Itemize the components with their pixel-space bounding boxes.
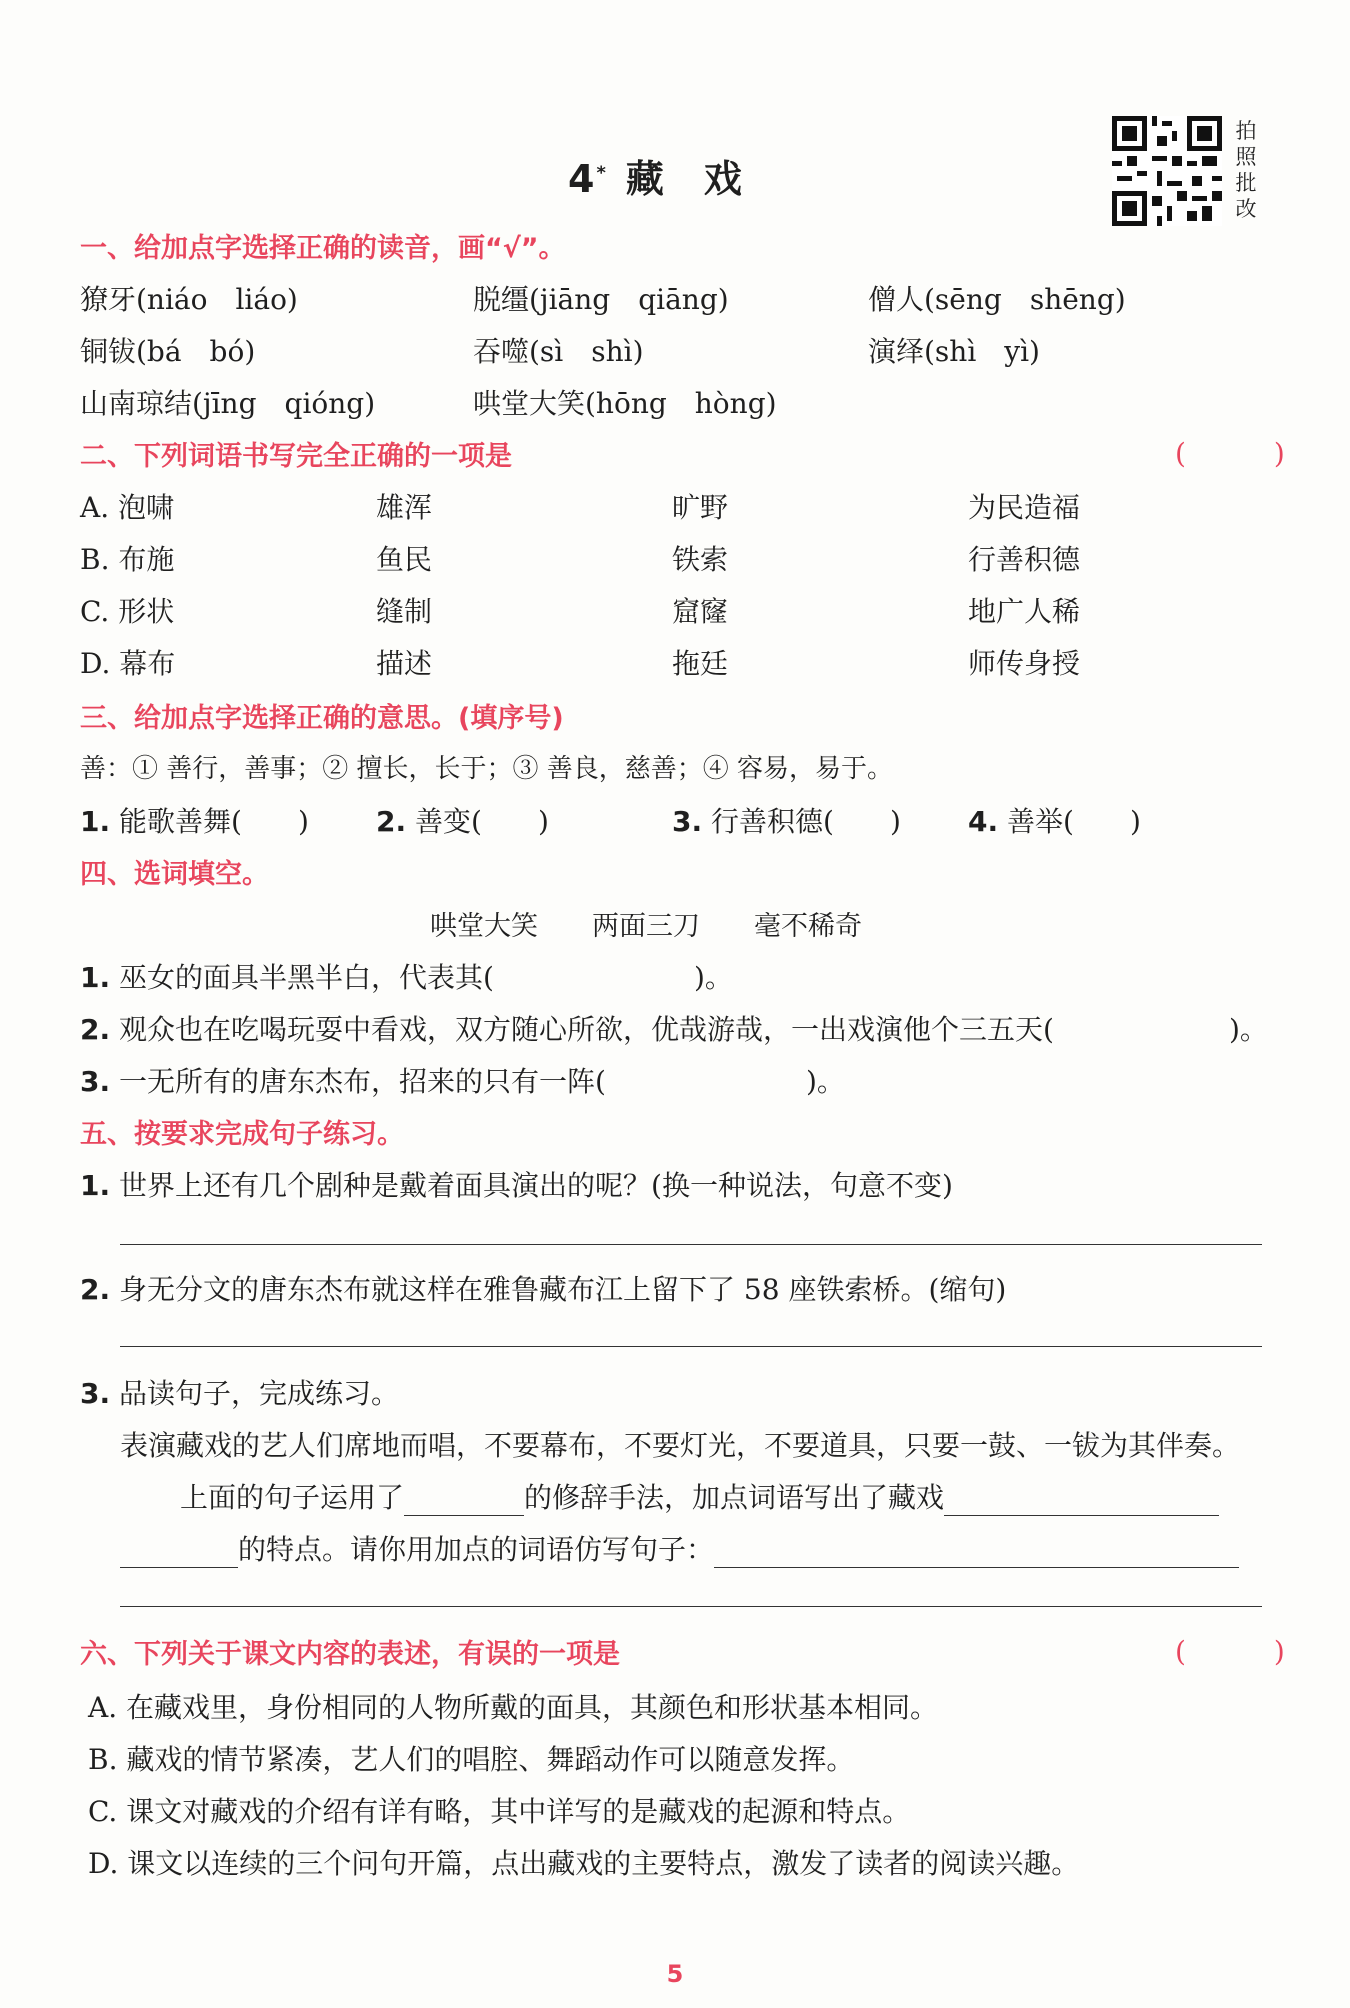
choice-option: D. 课文以连续的三个问句开篇，点出藏戏的主要特点，激发了读者的阅读兴趣。 [88,1847,1080,1880]
question-number: 3. [80,1065,111,1098]
question-number: 4. [968,805,999,838]
quoted-sentence: 表演藏戏的艺人们席地而唱，不要幕布，不要灯光，不要道具，只要一鼓、一钹为其伴奏。 [120,1429,1241,1462]
question-text [120,1528,1239,1568]
option-label: D. 幕布 [80,647,176,680]
answer-blank[interactable]: ( ) [1175,437,1315,470]
pinyin-item: 獠牙(niáo liáo) [80,283,298,316]
section6-heading: 六、下列关于课文内容的表述，有误的一项是 [80,1639,620,1670]
question [80,800,309,840]
question [672,800,901,840]
question-text: )。 [693,961,733,994]
question-number: 1. [80,961,111,994]
section5-heading: 五、按要求完成句子练习。 [80,1119,404,1150]
option-word: 师传身授 [968,647,1081,680]
option-word: 鱼民 [376,543,433,576]
question [80,1060,845,1100]
question-number: 3. [80,1377,111,1410]
question-number: 2. [80,1013,111,1046]
page-number: 5 [666,1960,684,1988]
question [80,1164,953,1204]
question-number: 1. [80,1169,111,1202]
option-word: 旷野 [672,491,729,524]
fill-blank[interactable]: 行善积德( ) [711,805,901,838]
question-text: 一无所有的唐东杰布，招来的只有一阵( [119,1065,606,1098]
section3-heading: 三、给加点字选择正确的意思。(填序号) [80,703,564,734]
question-number: 3. [672,805,703,838]
question-text: 观众也在吃喝玩耍中看戏，双方随心所欲，优哉游哉，一出戏演他个三五天( [119,1013,1054,1046]
lesson-number: 4 [568,157,597,201]
answer-blank[interactable] [404,1485,524,1516]
choice-option: A. 在藏戏里，身份相同的人物所戴的面具，其颜色和形状基本相同。 [88,1691,939,1724]
answer-blank[interactable] [120,1537,238,1568]
choice-option: C. 课文对藏戏的介绍有详有略，其中详写的是藏戏的起源和特点。 [88,1795,911,1828]
option-word: 为民造福 [968,491,1081,524]
question-text: 品读句子，完成练习。 [119,1377,400,1410]
answer-blank[interactable] [944,1485,1219,1516]
pinyin-item: 山南琼结(jīng qióng) [80,387,376,420]
question-text: 世界上还有几个剧种是戴着面具演出的呢？(换一种说法，句意不变) [119,1169,953,1202]
fill-blank[interactable]: 善变( ) [415,805,549,838]
question-text: 巫女的面具半黑半白，代表其( [119,961,494,994]
question-text: 的特点。请你用加点的词语仿写句子： [238,1533,715,1566]
question [80,956,733,996]
choice-option: B. 藏戏的情节紧凑，艺人们的唱腔、舞蹈动作可以随意发挥。 [88,1743,855,1776]
question-number: 2. [80,1273,111,1306]
answer-blank[interactable] [714,1537,1239,1568]
option-word: 地广人稀 [968,595,1081,628]
fill-blank[interactable]: 能歌善舞( ) [119,805,309,838]
question [376,800,549,840]
lesson-name: 藏戏 [625,157,782,201]
question-text: )。 [1228,1013,1268,1046]
answer-blank[interactable]: ( ) [1175,1635,1315,1668]
definitions: 善：① 善行，善事；② 擅长，长于；③ 善良，慈善；④ 容易，易于。 [80,754,894,784]
option-label: A. 泡啸 [80,491,175,524]
question [80,1268,1006,1308]
option-label: B. 布施 [80,543,175,576]
question-text: 上面的句子运用了 [180,1481,405,1514]
lesson-mark: * [596,162,608,184]
photo-grading-label: 拍照批改 [1235,119,1257,221]
pinyin-item: 哄堂大笑(hōng hòng) [473,387,777,420]
section1-heading: 一、给加点字选择正确的读音，画“√”。 [80,233,566,264]
option-word: 雄浑 [376,491,433,524]
section2-heading: 二、下列词语书写完全正确的一项是 [80,441,512,472]
answer-line[interactable] [120,1606,1262,1607]
word-bank: 哄堂大笑 两面三刀 毫不稀奇 [430,911,862,942]
option-label: C. 形状 [80,595,175,628]
option-word: 缝制 [376,595,433,628]
question-text: 的修辞手法，加点词语写出了藏戏 [524,1481,945,1514]
pinyin-item: 演绎(shì yì) [868,335,1040,368]
question [968,800,1141,840]
pinyin-item: 吞噬(sì shì) [473,335,644,368]
qr-code-icon[interactable] [1112,116,1222,226]
question-text: )。 [805,1065,845,1098]
pinyin-item: 铜钹(bá bó) [80,335,256,368]
question-number: 1. [80,805,111,838]
pinyin-item: 脱缰(jiāng qiāng) [473,283,729,316]
section4-heading: 四、选词填空。 [80,859,269,890]
answer-line[interactable] [120,1346,1262,1347]
option-word: 窟窿 [672,595,729,628]
fill-blank[interactable]: 善举( ) [1007,805,1141,838]
option-word: 拖廷 [672,647,729,680]
question-text: 身无分文的唐东杰布就这样在雅鲁藏布江上留下了 58 座铁索桥。(缩句) [119,1273,1007,1306]
answer-line[interactable] [120,1244,1262,1245]
question [80,1372,399,1412]
question-text [180,1476,1219,1516]
option-word: 描述 [376,647,433,680]
question-number: 2. [376,805,407,838]
pinyin-item: 僧人(sēng shēng) [868,283,1126,316]
option-word: 行善积德 [968,543,1081,576]
question [80,1008,1268,1048]
option-word: 铁索 [672,543,729,576]
